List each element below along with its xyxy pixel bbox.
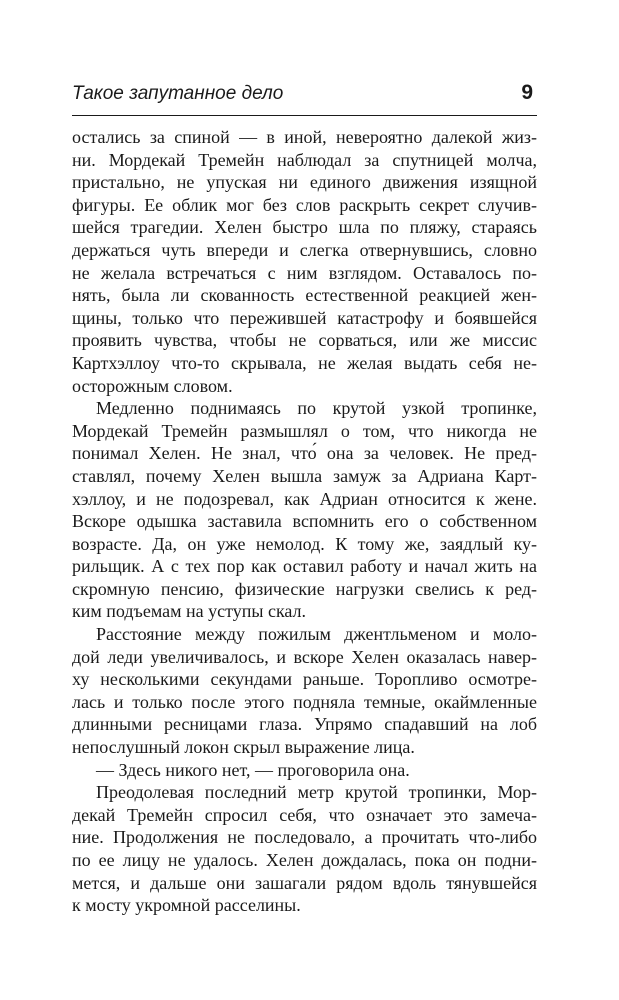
body-text [72,126,537,917]
text-line: к мосту укромной расселины. [72,895,301,916]
text-line: шейся трагедии. Хелен быстро шла по пляжу, стараясь [72,217,537,238]
text-line: ким подъемам на уступы скал. [72,601,307,622]
text-line: скромную пенсию, физические нагрузки свелись к ред- [72,578,537,599]
text-line: ху несколькими секундами раньше. Торопливо осмотре- [72,669,537,690]
text-line: непослушный локон скрыл выражение лица. [72,737,415,758]
text-line: хэллоу, и не подозревал, как Адриан относится к жене. [72,488,537,509]
text-line: пристально, не упуская ни единого движения изящной [72,172,537,193]
text-line: ние. Продолжения не последовало, а прочитать что-либо [72,827,537,848]
text-line: остались за спиной — в иной, невероятно далекой жиз- [72,127,537,147]
text-line: лась и только после этого подняла темные, окаймленные [72,691,537,712]
header-divider [72,115,537,116]
paragraph [72,623,537,759]
paragraph [72,397,537,623]
text-line: по ее лицу не удалось. Хелен дождалась, пока он подни- [72,850,537,870]
text-line: Расстояние между пожилым джентльменом и моло- [96,624,537,645]
text-line: нять, была ли скованность естественной реакцией жен- [72,285,537,306]
text-line: щины, только что пережившей катастрофу и боявшейся [72,307,537,328]
paragraph [72,781,537,917]
text-line: дой леди увеличивалось, и вскоре Хелен оказалась навер- [72,646,537,667]
paragraph [72,759,537,782]
text-line: ставлял, почему Хелен вышла замуж за Адриана Карт- [72,465,537,486]
running-title: Такое запутанное дело [72,83,284,104]
text-line: фигуры. Ее облик мог без слов раскрыть секрет случив- [72,194,537,215]
text-line: не желала встречаться с ним взглядом. Оставалось по- [72,262,537,283]
text-line: Преодолевая последний метр крутой тропинки, Мор- [96,782,537,803]
text-line: Мордекай Тремейн размышлял о том, что никогда не [72,420,537,441]
text-line: Медленно поднимаясь по крутой узкой тропинке, [96,398,537,419]
text-line: рильщик. А с тех пор как оставил работу и начал жить на [72,556,537,577]
text-line: ни. Мордекай Тремейн наблюдал за спутницей молча, [72,149,537,170]
text-line: держаться чуть впереди и слегка отвернувшись, словно [72,239,537,260]
dialogue-line: — Здесь никого нет, — проговорила она. [96,759,410,780]
text-line: осторожным словом. [72,375,233,396]
text-line: понимал Хелен. Не знал, что́ она за человек. Не пред- [72,443,537,464]
text-line: длинными ресницами глаза. Упрямо спадавший на лоб [72,714,537,735]
text-line: возрасте. Да, он уже немолод. К тому же, заядлый ку- [72,533,537,554]
paragraph [72,126,537,397]
page-number: 9 [521,81,533,104]
running-head [72,82,537,112]
text-line: декай Тремейн спросил себя, что означает это замеча- [72,804,537,825]
text-line: проявить чувства, чтобы не сорваться, или же миссис [72,330,537,351]
text-line: Вскоре одышка заставила вспомнить его о собственном [72,511,537,532]
text-line: Картхэллоу что-то скрывала, не желая выдать себя не- [72,352,537,373]
text-line: мется, и дальше они зашагали рядом вдоль тянувшейся [72,872,537,893]
